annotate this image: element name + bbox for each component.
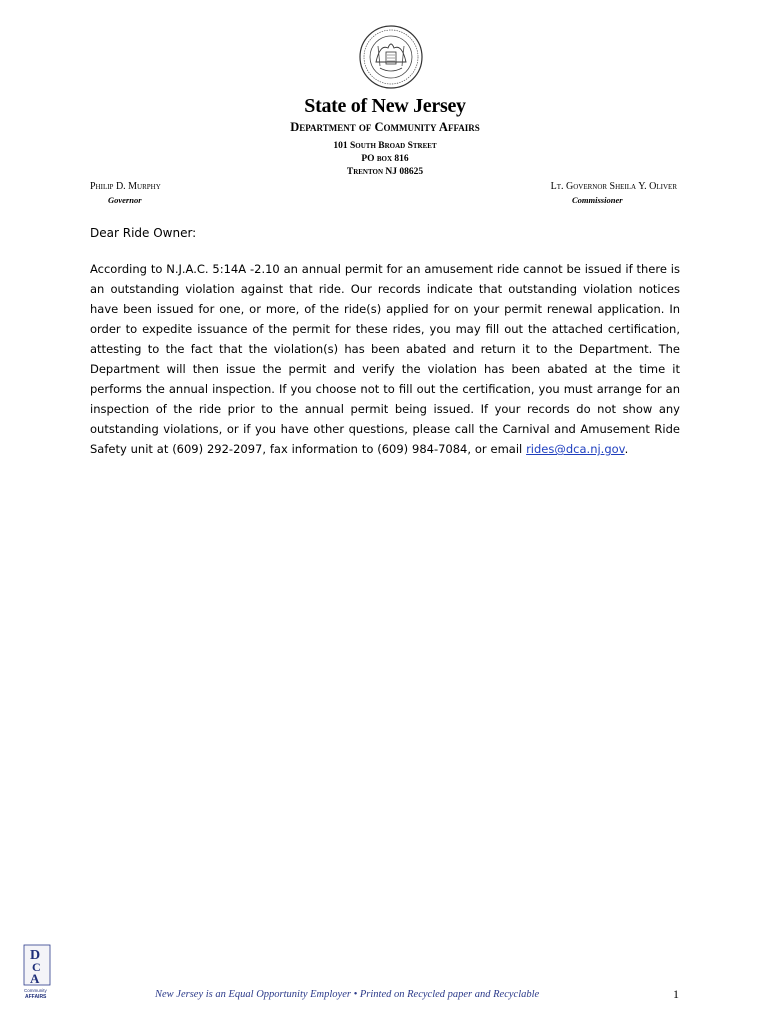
address-po-box: PO box 816 — [361, 154, 409, 164]
svg-text:D: D — [30, 948, 41, 963]
letter-body — [90, 259, 680, 459]
svg-text:Community: Community — [24, 988, 47, 993]
department-name: Department of Community Affairs — [290, 120, 480, 134]
email-link[interactable]: rides@dca.nj.gov — [526, 442, 625, 456]
page-number: 1 — [673, 987, 679, 1001]
svg-text:AFFAIRS: AFFAIRS — [25, 994, 47, 1000]
body-end-punct: . — [624, 442, 629, 456]
commissioner-title: Commissioner — [572, 195, 623, 205]
commissioner-name: Lt. Governor Sheila Y. Oliver — [550, 181, 677, 192]
letterhead — [0, 94, 770, 179]
address-city: Trenton NJ 08625 — [346, 167, 424, 177]
state-title: State of New Jersey — [304, 95, 466, 117]
dca-logo-icon — [23, 944, 51, 1000]
svg-text:C: C — [32, 960, 41, 974]
footer-text: New Jersey is an Equal Opportunity Employer • Printed on Recycled paper and Recyclable — [155, 989, 540, 1000]
state-seal-icon — [358, 22, 424, 92]
governor-title: Governor — [108, 195, 142, 205]
svg-text:A: A — [30, 971, 40, 986]
body-paragraph: According to N.J.A.C. 5:14A -2.10 an annual permit for an amusement ride cannot be issued if there is an outstanding violation against that ride. Our records indicate that outstanding violation notices have been issued for one, or more, of the ride(s) applied for on your permit renewal application. In order to expedite issuance of the permit for these rides, you may fill out the attached certification, attesting to the fact that the violation(s) has been abated and return it to the Department. The Department will then issue the permit and verify the violation has been abated at the time it performs the annual inspection. If you choose not to fill out the certification, you must arrange for an inspection of the ride prior to the annual permit being issued. If your records do not show any outstanding violations, or if you have other questions, please call the Carnival and Amusement Ride Safety unit at (609) 292-2097, fax information to (609) 984-7084, or email — [90, 262, 680, 456]
salutation: Dear Ride Owner: — [90, 226, 197, 240]
address-street: 101 South Broad Street — [333, 141, 437, 151]
governor-name: Philip D. Murphy — [90, 181, 161, 192]
